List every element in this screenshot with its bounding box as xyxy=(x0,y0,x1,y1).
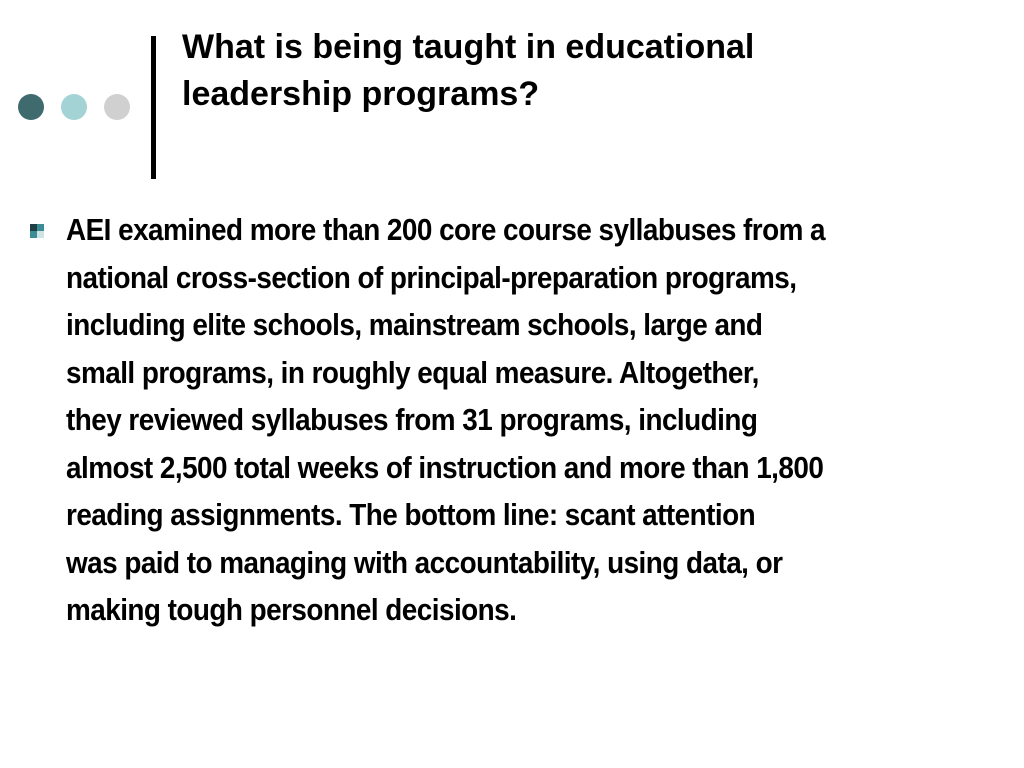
title-divider xyxy=(151,36,156,179)
slide-body xyxy=(30,206,1000,634)
text-line: making tough personnel decisions. xyxy=(66,592,517,627)
text-line: national cross-section of principal-preparation programs, xyxy=(66,259,797,295)
text-line: they reviewed syllabuses from 31 programs, including xyxy=(66,402,758,437)
text-line: AEI examined more than 200 core course syllabuses from a xyxy=(66,212,826,247)
text-line: almost 2,500 total weeks of instruction and more than 1,800 xyxy=(66,449,824,485)
text-line: small programs, in roughly equal measure. Altogether, xyxy=(66,354,759,390)
title-line-2: leadership programs? xyxy=(182,75,540,113)
bullet-text xyxy=(66,206,1002,634)
dot-gray-icon xyxy=(104,94,130,120)
text-line: reading assignments. The bottom line: scant attention xyxy=(66,497,756,532)
text-line: including elite schools, mainstream schools, large and xyxy=(66,307,763,342)
decorative-dots xyxy=(18,94,138,122)
dot-dark-icon xyxy=(18,94,44,120)
bullet-item xyxy=(30,206,1000,634)
title-line-1: What is being taught in educational xyxy=(182,28,755,66)
square-bullet-icon xyxy=(30,224,44,238)
text-line: was paid to managing with accountability, using data, or xyxy=(66,544,783,580)
dot-teal-icon xyxy=(61,94,87,120)
slide-title xyxy=(182,24,1002,118)
